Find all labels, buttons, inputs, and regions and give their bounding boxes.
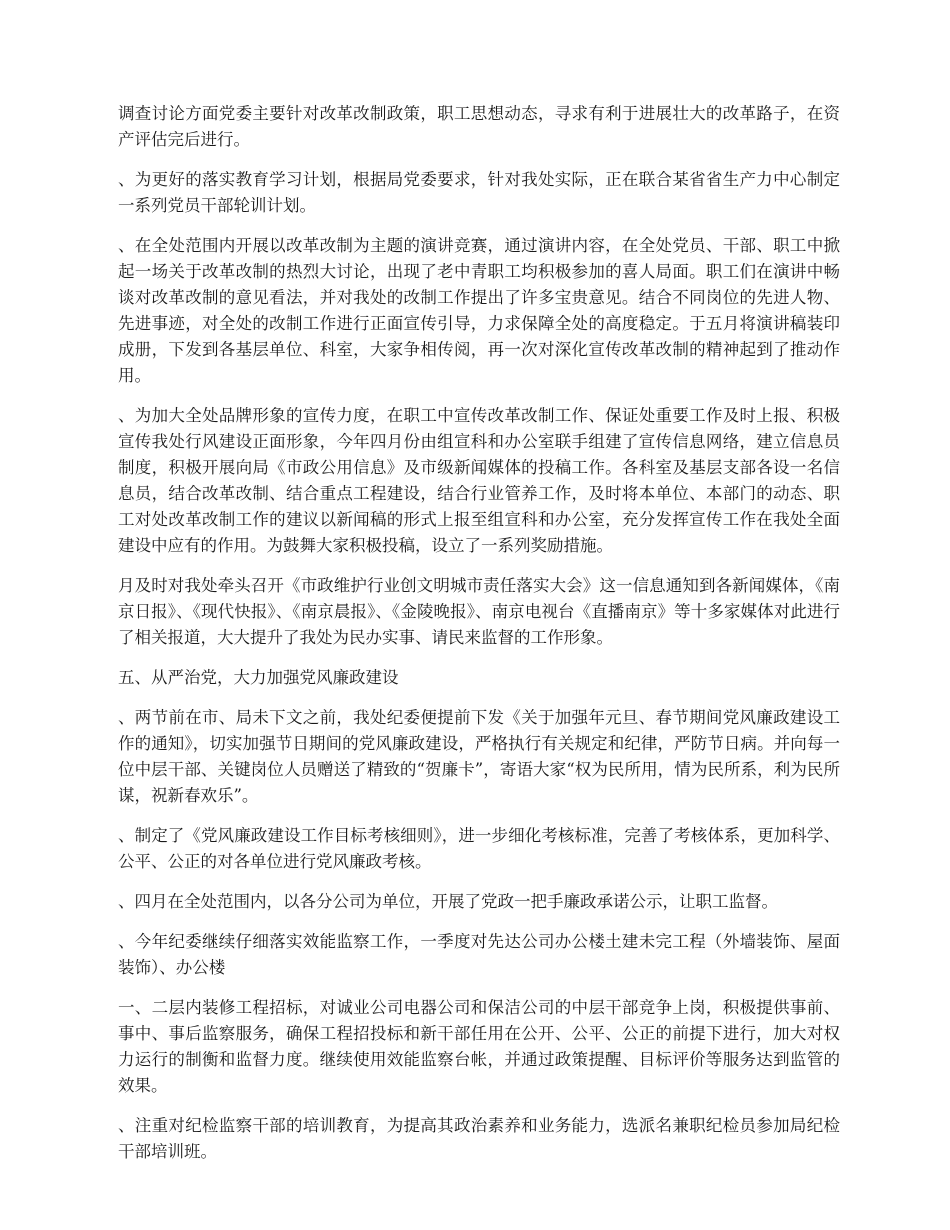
paragraph-publicity-network: 、为加大全处品牌形象的宣传力度，在职工中宣传改革改制工作、保证处重要工作及时上报、积极宣传我处行风建设正面形象，今年四月份由组宣科和办公室联手组建了宣传信息网络，建立信息员制度，积极开展向局《市政公用信息》及市级新闻媒体的投稿工作。各科室及基层支部各设一名信息员，结合改革改制、结合重点工程建设，结合行业管养工作，及时将本单位、本部门的动态、职工对处改革改制工作的建议以新闻稿的形式上报至组宣科和办公室，充分发挥宣传工作在我处全面建设中应有的作用。为鼓舞大家积极投稿，设立了一系列奖励措施。 (118, 406, 840, 555)
paragraph-survey-discussion: 调查讨论方面党委主要针对改革改制政策，职工思想动态，寻求有利于进展壮大的改革路子，在资产评估完后进行。 (118, 104, 840, 149)
paragraph-cadre-training: 、注重对纪检监察干部的培训教育，为提高其政治素养和业务能力，选派名兼职纪检员参加局纪检干部培训班。 (118, 1116, 840, 1161)
paragraph-efficiency-supervision: 、今年纪委继续仔细落实效能监察工作，一季度对先达公司办公楼土建未完工程（外墙装饰、屋面装饰）、办公楼 (118, 932, 840, 977)
document-body (118, 101, 840, 1179)
paragraph-integrity-pledge: 、四月在全处范围内，以各分公司为单位，开展了党政一把手廉政承诺公示，让职工监督。 (118, 892, 778, 911)
paragraph-holiday-notice: 、两节前在市、局未下文之前，我处纪委便提前下发《关于加强年元旦、春节期间党风廉政建设工作的通知》，切实加强节日期间的党风廉政建设，严格执行有关规定和纪律，严防节日病。并向每一位中层干部、关键岗位人员赠送了精致的“贺廉卡”，寄语大家“权为民所用，情为民所系，利为民所谋，祝新春欢乐”。 (118, 708, 840, 805)
paragraph-assessment-rules: 、制定了《党风廉政建设工作目标考核细则》，进一步细化考核标准，完善了考核体系，更加科学、公平、公正的对各单位进行党风廉政考核。 (118, 826, 840, 871)
paragraph-bidding-supervision: 一、二层内装修工程招标，对诚业公司电器公司和保洁公司的中层干部竞争上岗，积极提供事前、事中、事后监察服务，确保工程招投标和新干部任用在公开、公平、公正的前提下进行，加大对权力运行的制衡和监督力度。继续使用效能监察台帐，并通过政策提醒、目标评价等服务达到监管的效果。 (118, 998, 840, 1095)
paragraph-speech-contest: 、在全处范围内开展以改革改制为主题的演讲竞赛，通过演讲内容，在全处党员、干部、职工中掀起一场关于改革改制的热烈大讨论，出现了老中青职工均积极参加的喜人局面。职工们在演讲中畅谈对改革改制的意见看法，并对我处的改制工作提出了许多宝贵意见。结合不同岗位的先进人物、先进事迹，对全处的改制工作进行正面宣传引导，力求保障全处的高度稳定。于五月将演讲稿装印成册，下发到各基层单位、科室，大家争相传阅，再一次对深化宣传改革改制的精神起到了推动作用。 (118, 236, 840, 385)
paragraph-media-coverage: 月及时对我处牵头召开《市政维护行业创文明城市责任落实大会》这一信息通知到各新闻媒体，《南京日报》、《现代快报》、《南京晨报》、《金陵晚报》、南京电视台《直播南京》等十多家媒体对此进行了相关报道，大大提升了我处为民办实事、请民来监督的工作形象。 (118, 576, 840, 647)
paragraph-training-plan: 、为更好的落实教育学习计划，根据局党委要求，针对我处实际，正在联合某省省生产力中心制定一系列党员干部轮训计划。 (118, 170, 840, 215)
section-heading-party-discipline: 五、从严治党，大力加强党风廉政建设 (118, 668, 399, 687)
